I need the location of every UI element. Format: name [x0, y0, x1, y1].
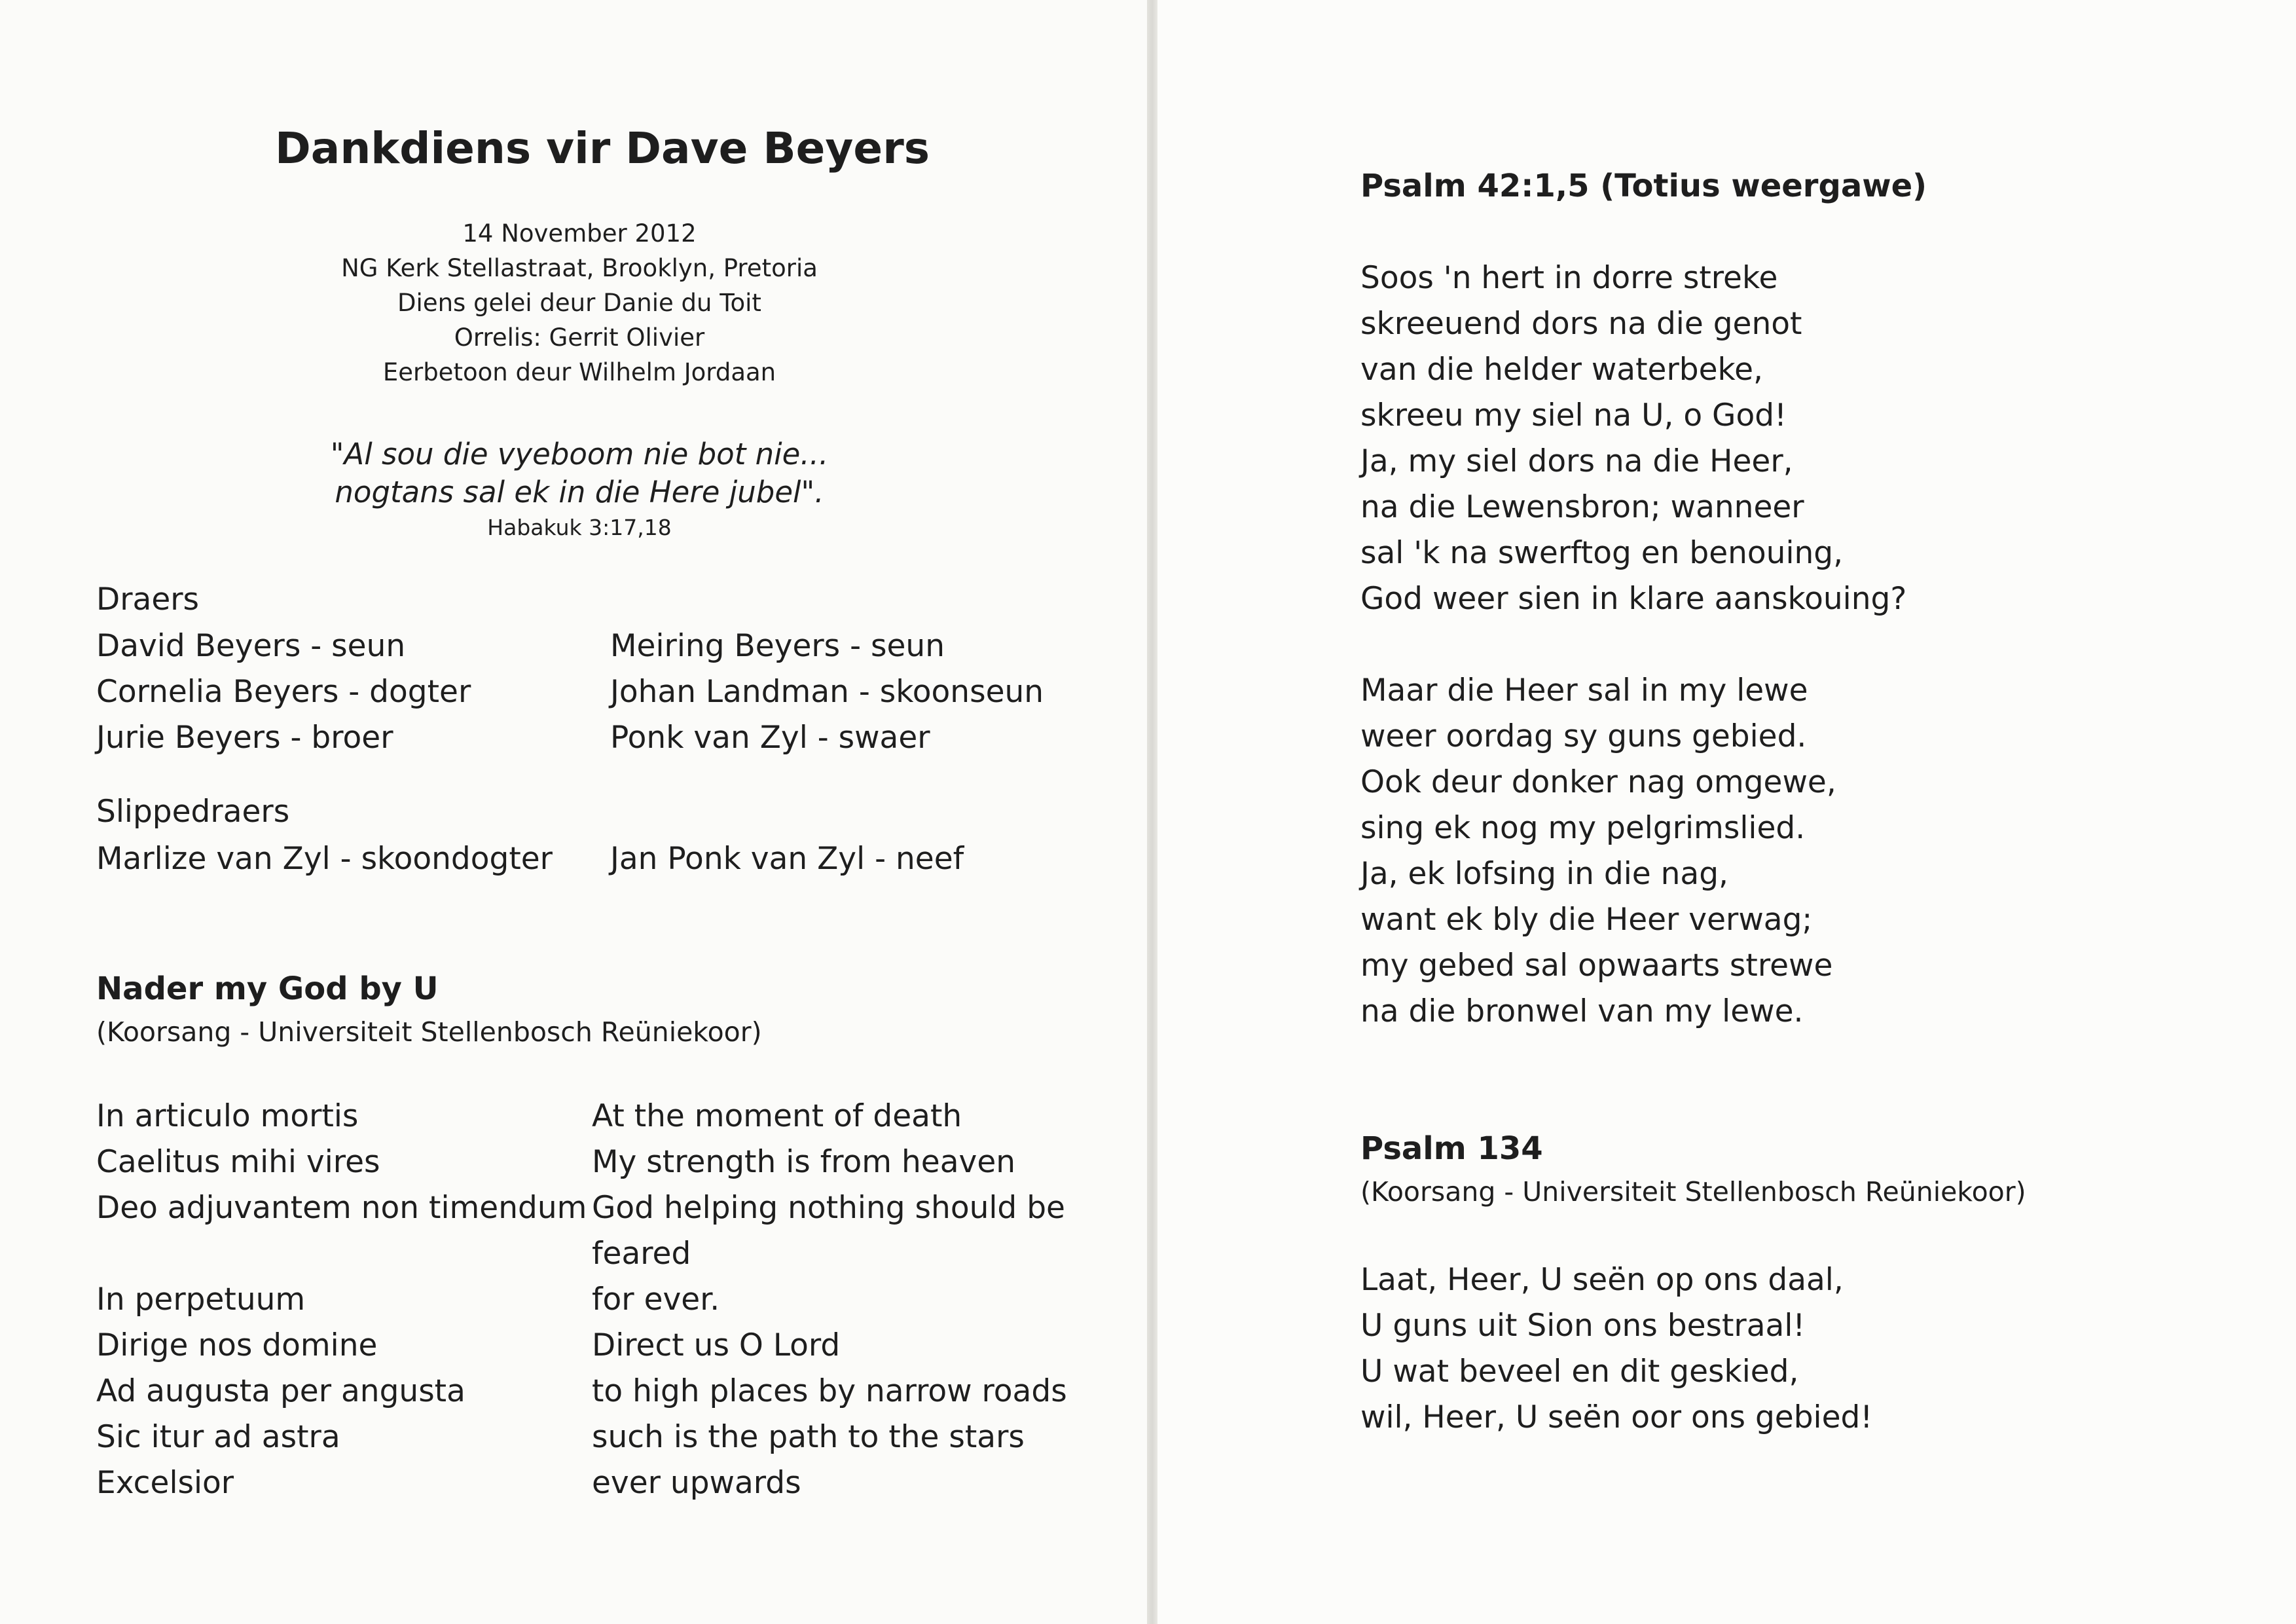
text-line: sing ek nog my pelgrimslied.	[1360, 810, 1806, 846]
service-organist: Orrelis: Gerrit Olivier	[454, 323, 705, 352]
psalm134-subtitle: (Koorsang - Universiteit Stellenbosch Reüniekoor)	[1360, 1176, 2026, 1208]
service-date: 14 November 2012	[462, 219, 697, 248]
document-title: Dankdiens vir Dave Beyers	[275, 123, 930, 174]
text-line: Ad augusta per angusta	[96, 1373, 465, 1409]
text-line: for ever.	[592, 1282, 720, 1318]
service-tribute: Eerbetoon deur Wilhelm Jordaan	[382, 358, 776, 386]
text-line: Ja, my siel dors na die Heer,	[1360, 443, 1793, 479]
text-line: At the moment of death	[592, 1098, 962, 1134]
text-line: wil, Heer, U seën oor ons gebied!	[1360, 1399, 1873, 1435]
page-fold	[1147, 0, 1157, 1624]
quote-line: "Al sou die vyeboom nie bot nie...	[330, 437, 829, 471]
text-line: ever upwards	[592, 1465, 801, 1501]
text-line: Direct us O Lord	[592, 1327, 841, 1363]
text-line	[96, 1231, 587, 1277]
text-line: Soos 'n hert in dorre streke	[1360, 260, 1778, 296]
psalm134-title: Psalm 134	[1360, 1130, 1543, 1167]
text-line: Excelsior	[96, 1465, 234, 1501]
text-line: U guns uit Sion ons bestraal!	[1360, 1308, 1806, 1344]
service-info	[282, 216, 877, 390]
text-line: skreeu my siel na U, o God!	[1360, 397, 1787, 434]
text-line: skreeuend dors na die genot	[1360, 306, 1802, 342]
list-item: Meiring Beyers - seun	[610, 628, 945, 664]
text-line: feared	[592, 1236, 691, 1272]
text-line: Caelitus mihi vires	[96, 1144, 380, 1180]
text-line: Ja, ek lofsing in die nag,	[1360, 856, 1728, 892]
slippedraer-item: Marlize van Zyl - skoondogter	[96, 841, 553, 877]
text-line: na die bronwel van my lewe.	[1360, 993, 1804, 1029]
text-line: In articulo mortis	[96, 1098, 359, 1134]
hymn-subtitle: (Koorsang - Universiteit Stellenbosch Reüniekoor)	[96, 1016, 762, 1048]
text-line: to high places by narrow roads	[592, 1373, 1067, 1409]
text-line: Sic itur ad astra	[96, 1419, 340, 1455]
text-line: weer oordag sy guns gebied.	[1360, 718, 1807, 754]
right-page	[1157, 0, 2296, 1624]
text-line: my gebed sal opwaarts strewe	[1360, 948, 1833, 984]
text-line: Dirige nos domine	[96, 1327, 378, 1363]
quote-line: nogtans sal ek in die Here jubel".	[335, 475, 824, 509]
text-line: such is the path to the stars	[592, 1419, 1025, 1455]
text-line: sal 'k na swerftog en benouing,	[1360, 535, 1844, 571]
text-line: Maar die Heer sal in my lewe	[1360, 673, 1808, 709]
text-line: Ook deur donker nag omgewe,	[1360, 764, 1836, 800]
text-line: Laat, Heer, U seën op ons daal,	[1360, 1262, 1844, 1298]
quote-reference: Habakuk 3:17,18	[487, 515, 672, 540]
text-line: God weer sien in klare aanskouing?	[1360, 581, 1907, 617]
service-venue: NG Kerk Stellastraat, Brooklyn, Pretoria	[341, 254, 818, 282]
slippedraer-item: Jan Ponk van Zyl - neef	[610, 841, 964, 877]
text-line: My strength is from heaven	[592, 1144, 1016, 1180]
text-line: God helping nothing should be	[592, 1190, 1065, 1226]
psalm42-verse-1	[1360, 255, 1906, 622]
text-line: want ek bly die Heer verwag;	[1360, 902, 1813, 938]
text-line: In perpetuum	[96, 1282, 306, 1318]
scripture-quote	[282, 435, 877, 511]
psalm42-title: Psalm 42:1,5 (Totius weergawe)	[1360, 168, 1927, 204]
draers-list-1	[96, 623, 471, 761]
list-item: Johan Landman - skoonseun	[610, 674, 1044, 710]
english-translation	[592, 1094, 1067, 1506]
text-line: na die Lewensbron; wanneer	[1360, 489, 1804, 525]
text-line: Deo adjuvantem non timendum	[96, 1190, 587, 1226]
draers-list-2	[610, 623, 1044, 761]
psalm42-verse-2	[1360, 668, 1836, 1035]
hymn-title: Nader my God by U	[96, 970, 439, 1007]
service-leader: Diens gelei deur Danie du Toit	[397, 289, 761, 317]
draers-label: Draers	[96, 581, 200, 618]
latin-text	[96, 1094, 587, 1506]
left-page	[0, 0, 1147, 1624]
psalm134-verse	[1360, 1257, 1872, 1441]
text-line: U wat beveel en dit geskied,	[1360, 1354, 1799, 1390]
list-item: David Beyers - seun	[96, 628, 406, 664]
text-line: van die helder waterbeke,	[1360, 352, 1763, 388]
list-item: Ponk van Zyl - swaer	[610, 720, 930, 756]
list-item: Cornelia Beyers - dogter	[96, 674, 471, 710]
slippedraers-label: Slippedraers	[96, 794, 290, 830]
list-item: Jurie Beyers - broer	[96, 720, 393, 756]
